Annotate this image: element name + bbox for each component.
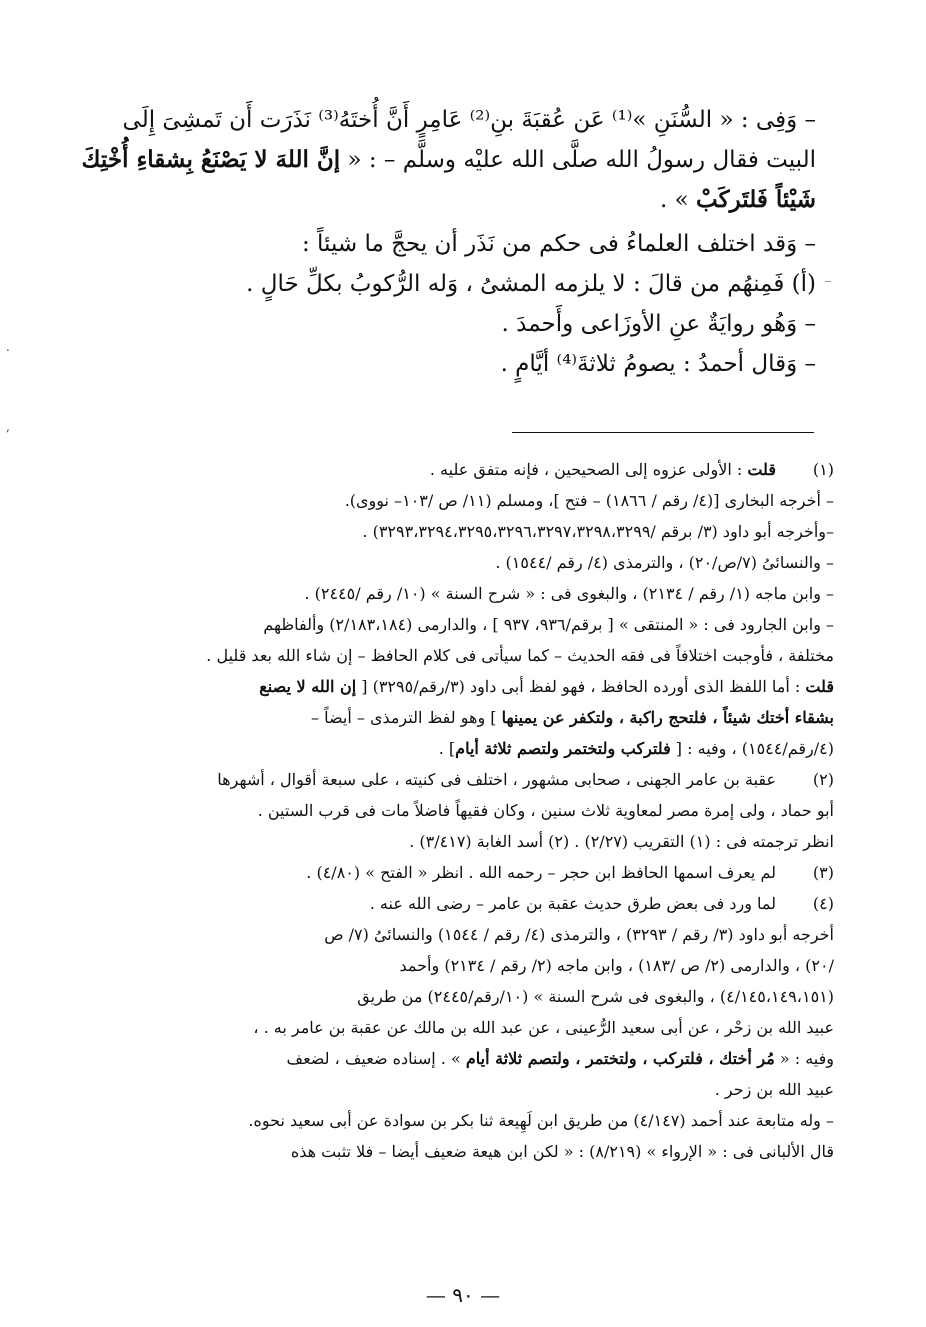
text-run: » . إسناده ضعيف ، لضعف: [286, 1049, 466, 1068]
footnote-line: قال الألبانى فى : « الإرواء » (٨/٢١٩) : « لكن ابن هيعة ضعيف أيضا – فلا تثبت هذه: [290, 1142, 834, 1161]
footnote-line: [100, 1043, 834, 1074]
scan-mark: _: [825, 268, 831, 282]
footnote-line: – أخرجه البخارى [(٤/ رقم / ١٨٦٦) – فتح ]، ومسلم (١١/ ص /١٠٣– نووى).: [344, 491, 834, 510]
footnote-separator: [512, 432, 814, 433]
text-run: : الأولى عزوه إلى الصحيحين ، فإنه متفق عليه .: [429, 460, 748, 479]
footnote-line: – وابن الجارود فى : « المنتقى » [ برقم/٩٣٦، ٩٣٧ ] ، والدارمى (٢/١٨٣،١٨٤) وألفاظهم: [263, 615, 834, 634]
footnote-line: [100, 671, 834, 702]
footnote-line: /٢٠) ، والدارمى (٢/ ص /١٨٣) ، وابن ماجه (٢/ رقم / ٢١٣٤) وأحمد: [399, 956, 834, 975]
text-run: قلت: [747, 460, 776, 479]
hadith-text: شَيْئاً فَلتَركَبْ: [696, 186, 816, 213]
footnote-number: (٢): [812, 770, 834, 789]
footnote-line: مختلفة ، فأوجبت اختلافاً فى فقه الحديث – كما سيأتى فى كلام الحافظ – إن شاء الله بعد قليل .: [206, 646, 834, 665]
footnote-line: [100, 733, 834, 764]
main-line: – وَقد اختلف العلماءُ فى حكم من نَذَر أن يحجَّ ما شيئاً :: [301, 231, 816, 257]
text-run: قلت: [805, 677, 834, 696]
text-run: مُر أختك ، فلتركب ، ولتختمر ، ولتصم ثلاثة أيام: [465, 1049, 775, 1068]
footnote-number: (١): [812, 460, 834, 479]
main-line: (أ) فَمِنهُم من قالَ : لا يلزمه المشىُ ، وَله الرُّكوبُ بكلِّ حَالٍ .: [246, 271, 816, 297]
footnote-3: [100, 857, 834, 888]
scan-mark: .: [6, 340, 10, 354]
text-run: (٤/رقم/١٥٤٤) ، وفيه : [: [670, 739, 834, 758]
text-run: البيت فقال رسولُ الله صلَّى الله عليْه وسلَّم – : «: [347, 147, 816, 173]
footnote-line: –وأخرجه أبو داود (٣/ برقم /٣٢٩٣،٣٢٩٤،٣٢٩٥،٣٢٩٦،٣٢٩٧،٣٢٩٨،٣٢٩٩) .: [362, 522, 834, 541]
footnote-line: عقبة بن عامر الجهنى ، صحابى مشهور ، اختلف فى كنيته ، على سبعة أقوال ، أشهرها: [217, 770, 776, 789]
text-run: فلتركب ولتختمر ولتصم ثلاثة أيام: [455, 739, 671, 758]
footnote-line: لما ورد فى بعض طرق حديث عقبة بن عامر – رضى الله عنه .: [369, 894, 776, 913]
text-run: ] وهو لفظ الترمذى – أيضاً –: [311, 708, 502, 727]
footnotes: [100, 454, 834, 1167]
footnote-line: – وابن ماجه (١/ رقم / ٢١٣٤) ، والبغوى فى : « شرح السنة » (١٠/ رقم /٢٤٤٥) .: [304, 584, 834, 603]
main-line: [110, 180, 816, 220]
footnote-line: انظر ترجمته فى : (١) التقريب (٢/٢٧) . (٢) أسد الغابة (٣/٤١٧) .: [409, 832, 834, 851]
footnote-line: (٤/١٤٥،١٤٩،١٥١) ، والبغوى فى شرح السنة » (١٠/رقم/٢٤٤٥) من طريق: [357, 987, 834, 1006]
text-run: بشقاء أختك شيئاً ، فلتحج راكبة ، ولتكفر عن يمينها: [501, 708, 834, 727]
footnote-line: أبو حماد ، ولى إمرة مصر لمعاوية ثلاث سنين ، وكان فقيهاً فاضلاً مات فى قرب الستين .: [257, 801, 834, 820]
hadith-text: إنَّ اللهَ لا يَصْنَعُ بِشقاءِ أُخْتِكَ: [81, 146, 341, 173]
footnote-line: لم يعرف اسمها الحافظ ابن حجر – رحمه الله . انظر « الفتح » (٤/٨٠) .: [306, 863, 776, 882]
footnote-number: (٤): [812, 894, 834, 913]
main-line: [81, 140, 816, 180]
text-run: وفيه : «: [774, 1049, 834, 1068]
text-run: : أما اللفظ الذى أورده الحافظ ، فهو لفظ أبى داود (٣/رقم/٣٢٩٥) [: [356, 677, 806, 696]
footnote-line: عبيد الله بن زحر .: [714, 1080, 834, 1099]
main-line: – وَفِى : « السُّنَنِ »⁽¹⁾ عَن عُقبَةَ بنِ⁽²⁾ عَامِرٍ أَنَّ أُختَهُ⁽³⁾ نَذَرَت أَن تَمشِىَ إِلَى: [122, 107, 816, 133]
footnote-line: [100, 454, 776, 485]
main-line: – وَهُو روايَةٌ عنِ الأوزَاعى وأَحمدَ .: [501, 311, 816, 337]
footnote-line: – والنسائىُ (٧/ص/٢٠) ، والترمذى (٤/ رقم /١٥٤٤) .: [495, 553, 834, 572]
footnote-1: [100, 454, 834, 764]
page-number: — ٩٠ —: [425, 1283, 501, 1307]
text-run: » .: [660, 187, 697, 213]
footnote-2: [100, 764, 834, 857]
footnote-line: عبيد الله بن زحْر ، عن أبى سعيد الرُّعينى ، عن عبد الله بن مالك عن عقبة بن عامر به . ،: [253, 1018, 834, 1037]
main-line: – وَقال أحمدُ : يصومُ ثلاثةَ⁽⁴⁾ أيَّامٍ .: [500, 351, 816, 377]
footnote-number: (٣): [812, 863, 834, 882]
main-text: [81, 100, 816, 384]
footnote-4: [100, 888, 834, 1167]
footnote-line: [100, 702, 834, 733]
footnote-line: – وله متابعة عند أحمد (٤/١٤٧) من طريق ابن لَهِيعة ثنا بكر بن سوادة عن أبى سعيد نحوه.: [248, 1111, 834, 1130]
text-run: إن الله لا يصنع: [259, 677, 357, 696]
footnote-line: أخرجه أبو داود (٣/ رقم / ٣٢٩٣) ، والترمذى (٤/ رقم / ١٥٤٤) والنسائىُ (٧/ ص: [324, 925, 834, 944]
scan-mark: ,: [6, 420, 10, 434]
text-run: ] .: [438, 739, 456, 758]
